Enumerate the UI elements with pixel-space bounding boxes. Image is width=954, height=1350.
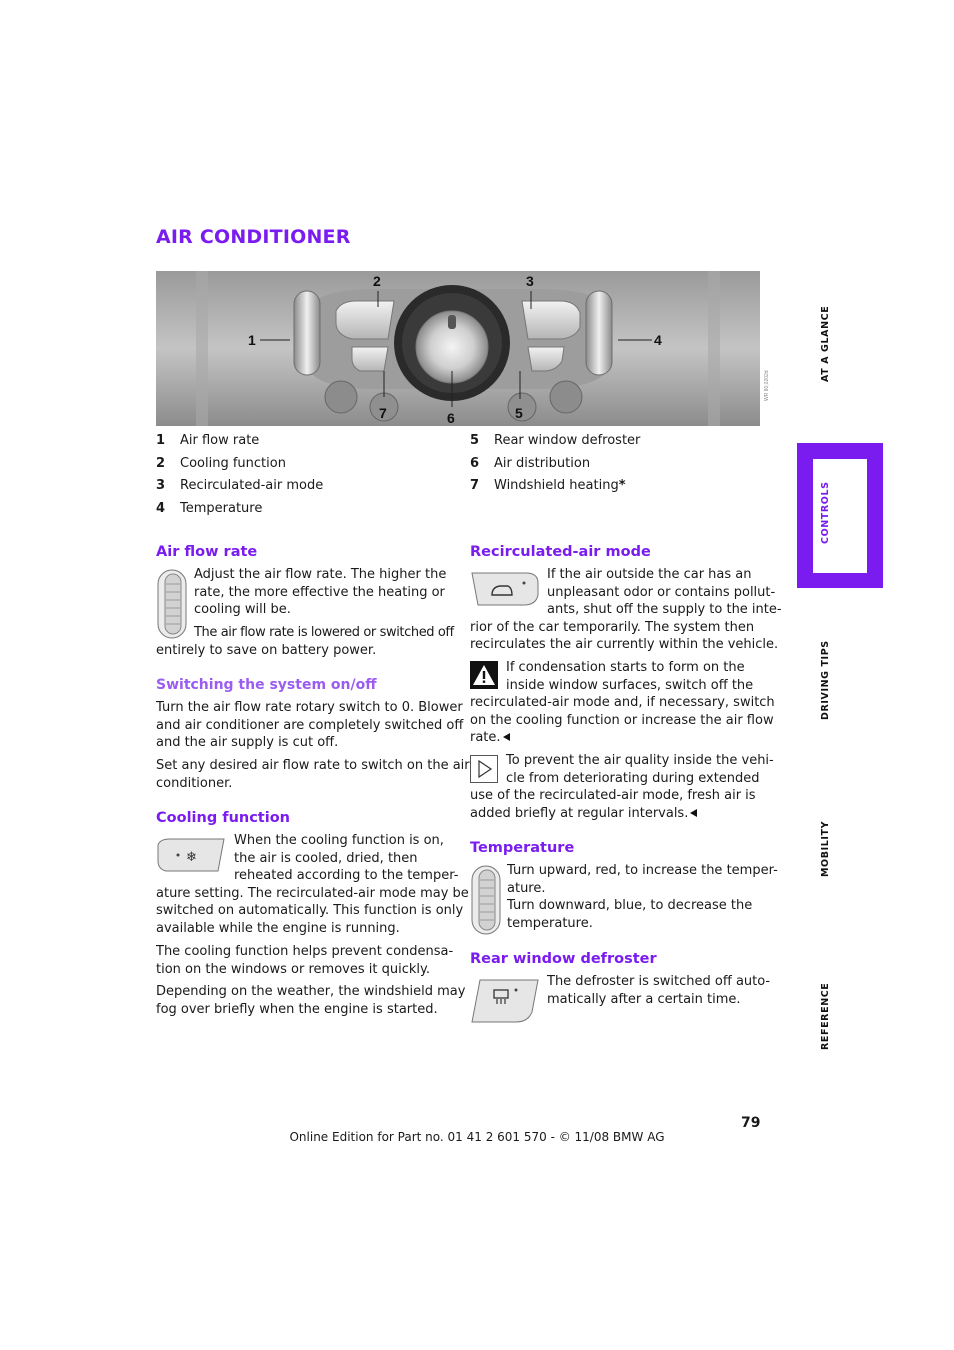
page-number: 79 <box>741 1115 761 1131</box>
page-title: AIR CONDITIONER <box>156 226 351 248</box>
note-text: To prevent the air quality inside the vehi- cle from deteriorating during extended use of the recirculated-air mode, fresh air is added briefly at regular intervals. <box>470 753 774 821</box>
side-tab-driving-tips[interactable]: DRIVING TIPS <box>820 640 831 720</box>
recirc-heading: Recirculated-air mode <box>470 544 651 560</box>
photo-code: WR 80,0202d <box>764 370 770 401</box>
callout-4: 4 <box>654 332 662 348</box>
end-mark-icon <box>690 809 697 817</box>
legend-item: 6 Air distribution <box>470 455 591 471</box>
legend-item: 4 Temperature <box>156 500 263 516</box>
side-tab-at-a-glance[interactable]: AT A GLANCE <box>820 305 831 382</box>
cooling-text-2: The cooling function helps prevent condensa- tion on the windows or removes it quickly. <box>156 944 454 977</box>
control-panel-photo <box>156 271 770 426</box>
switching-heading: Switching the system on/off <box>156 677 377 693</box>
control-panel-illustration <box>156 271 770 426</box>
side-tab-mobility[interactable]: MOBILITY <box>820 820 831 877</box>
rear-defroster-text: The defroster is switched off auto- matically after a certain time. <box>547 974 771 1007</box>
warning-text: If condensation starts to form on the inside window surfaces, switch off the recirculated-air mode and, if necessary, switch on the cooling function or increase the air flow rate. <box>470 660 775 746</box>
rear-defroster-button-icon <box>470 976 540 1028</box>
side-tab-controls-highlight <box>797 443 883 588</box>
switching-text-1: Turn the air flow rate rotary switch to 0. Blower and air conditioner are completely switched off and the air supply is cut off. <box>156 700 464 751</box>
legend-item: 5 Rear window defroster <box>470 433 641 448</box>
end-mark-icon <box>503 733 510 741</box>
svg-text:❄: ❄ <box>186 850 197 865</box>
legend-item: 1 Air flow rate <box>156 433 260 448</box>
callout-3: 3 <box>526 273 534 289</box>
legend-item: 2 Cooling function <box>156 455 286 471</box>
callout-7: 7 <box>379 405 387 421</box>
legend-right <box>470 430 640 498</box>
air-flow-text-1: Adjust the air flow rate. The higher the rate, the more effective the heating or cooling will be. <box>194 567 447 618</box>
rear-defroster-heading: Rear window defroster <box>470 951 657 967</box>
air-flow-text-2: The air flow rate is lowered or switched off entirely to save on battery power. <box>156 625 454 658</box>
cooling-text-1: When the cooling function is on, the air is cooled, dried, then reheated according to the temper- ature setting. The recirculated-air mode may be switched on automatically. This function is only available while the engine is running. <box>156 833 469 936</box>
callout-6: 6 <box>447 410 455 426</box>
callout-1: 1 <box>248 332 256 348</box>
legend-item: 3 Recirculated-air mode <box>156 478 324 493</box>
footer-text: Online Edition for Part no. 01 41 2 601 570 - © 11/08 BMW AG <box>289 1130 665 1144</box>
side-tab-controls[interactable]: CONTROLS <box>820 481 831 544</box>
recirc-text-1: If the air outside the car has an unpleasant odor or contains pollut- ants, shut off the supply to the inte- rior of the car temporarily. The system then recirculates the air currently within the vehicle. <box>470 567 782 653</box>
callout-5: 5 <box>515 405 523 421</box>
callout-2: 2 <box>373 273 381 289</box>
cooling-heading: Cooling function <box>156 810 290 826</box>
air-flow-heading: Air flow rate <box>156 544 258 560</box>
temperature-heading: Temperature <box>470 840 575 856</box>
legend-left <box>156 430 323 520</box>
legend-item: 7 Windshield heating * <box>470 478 626 493</box>
temperature-wheel-icon <box>470 864 502 940</box>
temperature-text: Turn upward, red, to increase the temper- ature. Turn downward, blue, to decrease the temperature. <box>507 863 778 931</box>
side-tab-reference[interactable]: REFERENCE <box>820 982 831 1050</box>
cooling-text-3: Depending on the weather, the windshield may fog over briefly when the engine is started. <box>156 984 466 1017</box>
switching-text-2: Set any desired air flow rate to switch on the air conditioner. <box>156 758 470 791</box>
